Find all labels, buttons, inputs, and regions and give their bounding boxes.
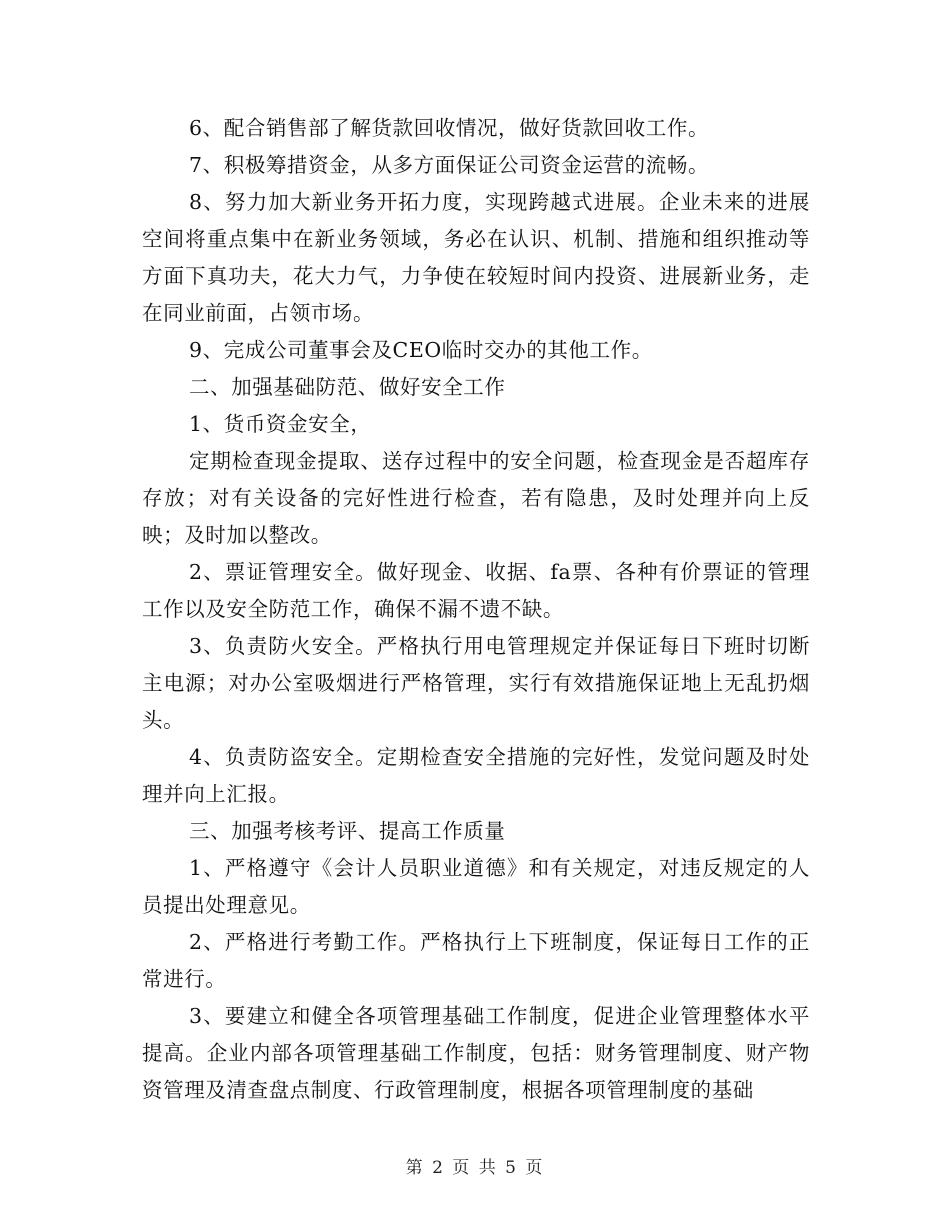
paragraph-ethics: 1、严格遵守《会计人员职业道德》和有关规定，对违反规定的人员提出处理意见。 [142, 856, 810, 917]
paragraph-theft-safety: 4、负责防盗安全。定期检查安全措施的完好性，发觉问题及时处理并向上汇报。 [142, 745, 810, 806]
section-heading-3: 三、加强考核考评、提高工作质量 [189, 819, 506, 843]
paragraph-management-system: 3、要建立和健全各项管理基础工作制度，促进企业管理整体水平提高。企业内部各项管理基础工作制度，包括：财务管理制度、财产物资管理及清查盘点制度、行政管理制度，根据各项管理制度的基础 [142, 1004, 810, 1102]
paragraph-attendance: 2、严格进行考勤工作。严格执行上下班制度，保证每日工作的正常进行。 [142, 930, 810, 991]
page-footer: 第 2 页 共 5 页 [405, 1158, 545, 1178]
paragraph-item-6: 6、配合销售部了解货款回收情况，做好货款回收工作。 [189, 116, 710, 140]
section-heading-2: 二、加强基础防范、做好安全工作 [189, 375, 506, 399]
paragraph-item-8: 8、努力加大新业务开拓力度，实现跨越式进展。企业未来的进展空间将重点集中在新业务领域，务必在认识、机制、措施和组织推动等方面下真功夫，花大力气，力争使在较短时间内投资、进展新业务，走在同业前面，占领市场。 [142, 190, 810, 325]
paragraph-item-7: 7、积极筹措资金，从多方面保证公司资金运营的流畅。 [189, 153, 710, 177]
paragraph-fire-safety: 3、负责防火安全。严格执行用电管理规定并保证每日下班时切断主电源；对办公室吸烟进行严格管理，实行有效措施保证地上无乱扔烟头。 [142, 634, 810, 732]
document-body [142, 110, 810, 1109]
paragraph-item-9: 9、完成公司董事会及CEO临时交办的其他工作。 [189, 338, 653, 362]
paragraph-currency-safety: 1、货币资金安全， [189, 412, 372, 436]
paragraph-cash-check: 定期检查现金提取、送存过程中的安全问题，检查现金是否超库存存放；对有关设备的完好性进行检查，若有隐患，及时处理并向上反映；及时加以整改。 [142, 449, 810, 547]
paragraph-voucher-safety: 2、票证管理安全。做好现金、收据、fa票、各种有价票证的管理工作以及安全防范工作，确保不漏不遗不缺。 [142, 560, 810, 621]
